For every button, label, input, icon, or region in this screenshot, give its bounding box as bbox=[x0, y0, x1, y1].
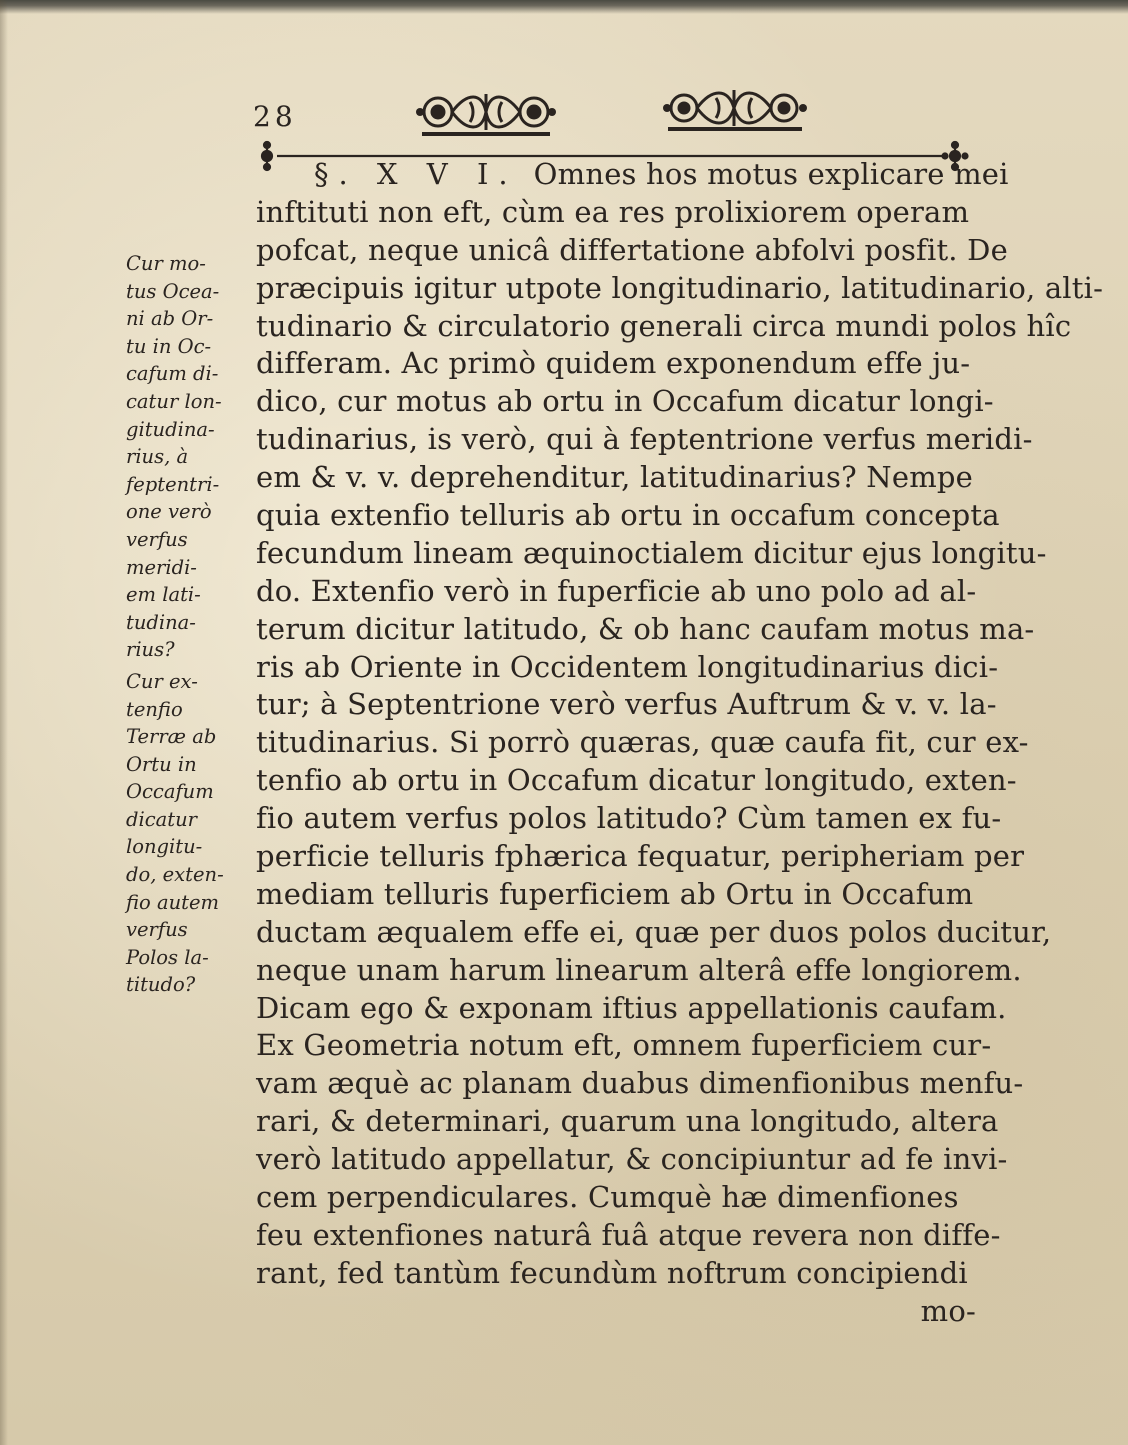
text-line: fio autem verfus polos latitudo? Cùm tamen ex fu- bbox=[256, 801, 1002, 836]
text-line: mediam telluris fuperficiem ab Ortu in Occafum bbox=[256, 876, 974, 911]
text-line: Dicam ego & exponam iftius appellationis caufam. bbox=[256, 990, 1007, 1025]
text-line: dico, cur motus ab ortu in Occafum dicatur longi- bbox=[256, 384, 994, 419]
marginal-line: titudo? bbox=[126, 973, 196, 997]
marginal-line: Ortu in bbox=[126, 752, 197, 776]
main-text bbox=[256, 156, 1104, 1331]
section-heading: §. X V I. bbox=[314, 157, 518, 191]
text-line: tudinarius, is verò, qui à feptentrione verfus meridi- bbox=[256, 422, 1033, 457]
text-line: inftituti non eft, cùm ea res prolixiorem operam bbox=[256, 194, 970, 229]
marginal-line: tudina- bbox=[126, 610, 196, 634]
text-line: pofcat, neque unicâ differtatione abfolvi posfit. De bbox=[256, 232, 1008, 267]
text-line: cem perpendiculares. Cumquè hæ dimenfiones bbox=[256, 1180, 959, 1215]
marginal-line: rius, à bbox=[126, 445, 189, 469]
marginal-line: Occafum bbox=[126, 780, 214, 804]
marginal-line: dicatur bbox=[126, 807, 197, 831]
marginal-line: catur lon- bbox=[126, 389, 222, 413]
marginal-line: rius? bbox=[126, 638, 175, 662]
text-line: tudinario & circulatorio generali circa mundi polos hîc bbox=[256, 308, 1072, 343]
text-line: tur; à Septentrione verò verfus Auftrum & v. v. la- bbox=[256, 687, 997, 722]
floral-ornament-right-icon bbox=[660, 82, 810, 134]
text-line: tenfio ab ortu in Occafum dicatur longitudo, exten- bbox=[256, 763, 1017, 798]
text-line: perficie telluris fphærica fequatur, peripheriam per bbox=[256, 839, 1025, 874]
marginal-line: tu in Oc- bbox=[126, 334, 212, 358]
text-line: præcipuis igitur utpote longitudinario, latitudinario, alti- bbox=[256, 270, 1104, 305]
text-line: fecundum lineam æquinoctialem dicitur ejus longitu- bbox=[256, 535, 1047, 570]
text-line: ris ab Oriente in Occidentem longitudinarius dici- bbox=[256, 649, 999, 684]
section-heading-line bbox=[256, 156, 1009, 194]
text-line: do. Extenfio verò in fuperficie ab uno polo ad al- bbox=[256, 573, 977, 608]
text-line: ductam æqualem effe ei, quæ per duos polos ducitur, bbox=[256, 914, 1052, 949]
marginal-line: Polos la- bbox=[126, 945, 209, 969]
marginal-line: do, exten- bbox=[126, 863, 224, 887]
marginal-note bbox=[126, 250, 248, 999]
marginal-line: Cur mo- bbox=[126, 252, 206, 275]
marginal-line: cafum di- bbox=[126, 362, 219, 386]
marginal-line: Cur ex- bbox=[126, 669, 198, 693]
catchword: mo- bbox=[920, 1293, 976, 1328]
section-heading-text: Omnes hos motus explicare mei bbox=[533, 157, 1009, 191]
text-line: differam. Ac primò quidem exponendum effe ju- bbox=[256, 346, 971, 381]
marginal-line: ni ab Or- bbox=[126, 307, 214, 331]
text-line: em & v. v. deprehenditur, latitudinarius? Nempe bbox=[256, 460, 974, 495]
text-line: feu extenfiones naturâ fuâ atque revera non diffe- bbox=[256, 1217, 1001, 1252]
text-line: quia extenfio telluris ab ortu in occafum concepta bbox=[256, 498, 1000, 533]
marginal-line: em lati- bbox=[126, 583, 201, 607]
text-line: rari, & determinari, quarum una longitudo, altera bbox=[256, 1104, 999, 1139]
marginal-line: feptentri- bbox=[126, 472, 220, 496]
page-number: 28 bbox=[253, 100, 297, 133]
text-line: rant, fed tantùm fecundùm noftrum concipiendi bbox=[256, 1255, 968, 1290]
text-line: titudinarius. Si porrò quæras, quæ caufa fit, cur ex- bbox=[256, 725, 1029, 760]
marginal-line: verfus bbox=[126, 527, 188, 551]
marginal-line: longitu- bbox=[126, 835, 203, 859]
text-line: vam æquè ac planam duabus dimenfionibus menfu- bbox=[256, 1066, 1024, 1101]
marginal-line: one verò bbox=[126, 500, 212, 524]
scan-top-edge bbox=[0, 0, 1128, 14]
text-line: terum dicitur latitudo, & ob hanc caufam motus ma- bbox=[256, 611, 1035, 646]
marginal-line: tenfio bbox=[126, 697, 183, 721]
text-line: verò latitudo appellatur, & concipiuntur ad fe invi- bbox=[256, 1142, 1008, 1177]
scan-left-edge bbox=[0, 0, 8, 1445]
marginal-line: gitudina- bbox=[126, 417, 215, 441]
text-line: neque unam harum linearum alterâ effe longiorem. bbox=[256, 952, 1022, 987]
marginal-line: Terræ ab bbox=[126, 725, 217, 749]
marginal-line: fio autem bbox=[126, 890, 219, 914]
text-line: Ex Geometria notum eft, omnem fuperficiem cur- bbox=[256, 1028, 992, 1063]
marginal-line: meridi- bbox=[126, 555, 197, 579]
marginal-line: tus Ocea- bbox=[126, 279, 220, 303]
marginal-line: verfus bbox=[126, 918, 188, 942]
floral-ornament-left-icon bbox=[412, 84, 560, 140]
